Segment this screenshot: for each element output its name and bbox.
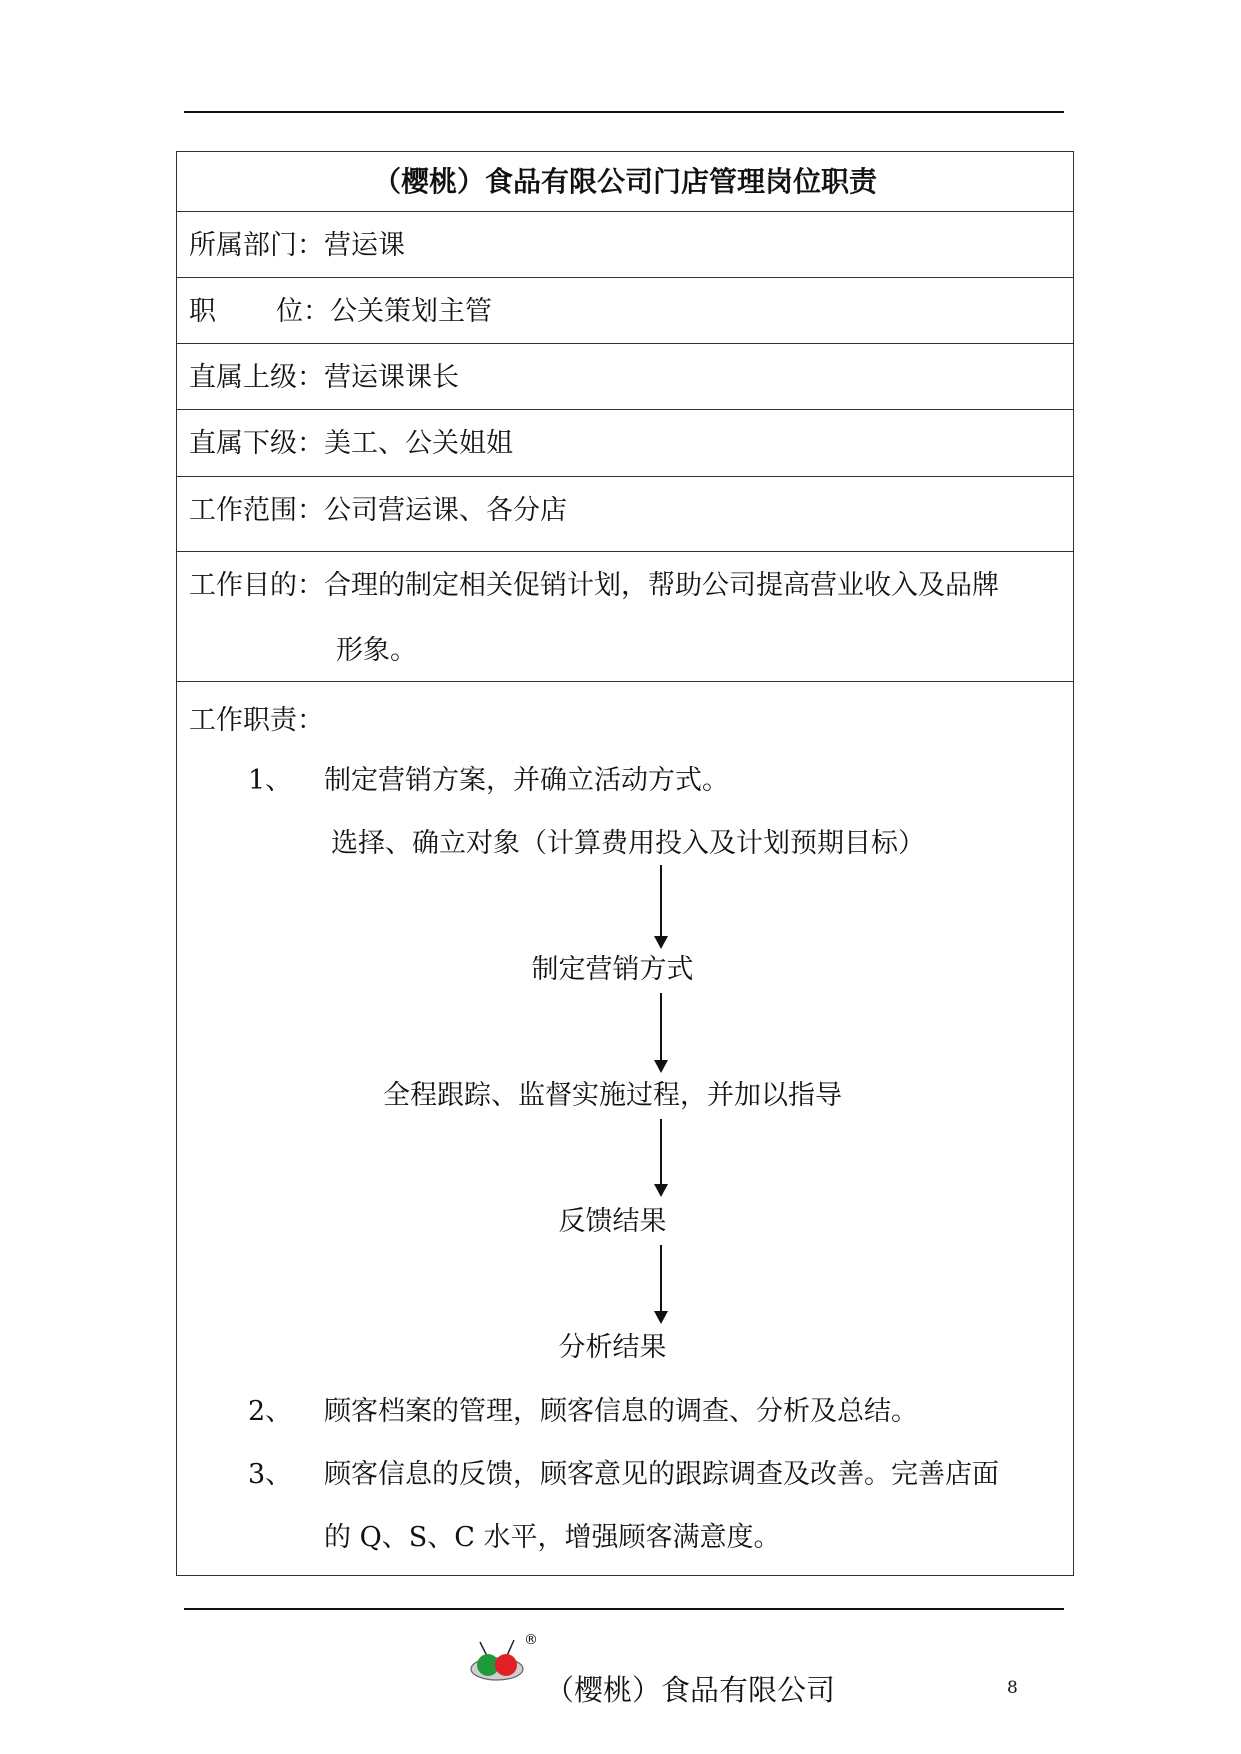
job-description-table (176, 151, 1074, 1576)
duty-text-3: 顾客信息的反馈，顾客意见的跟踪调查及改善。完善店面 (324, 1459, 999, 1490)
flow-step-4: 反馈结果 (558, 1206, 667, 1237)
registered-mark: ® (524, 1632, 538, 1648)
position-row (177, 278, 1073, 344)
document-title: （樱桃）食品有限公司门店管理岗位职责 (372, 165, 877, 198)
duty-text-3-continuation: 的 Q、S、C 水平，增强顾客满意度。 (324, 1522, 781, 1553)
flow-arrow-4 (660, 1245, 662, 1312)
header-rule (184, 111, 1064, 113)
duties-heading: 工作职责： (189, 705, 324, 736)
position-label: 职 (189, 296, 216, 327)
flow-arrow-1 (660, 865, 662, 937)
flow-arrow-3 (660, 1119, 662, 1185)
flow-arrow-2 (660, 993, 662, 1061)
superior-row (177, 344, 1073, 410)
purpose-row (177, 552, 1073, 682)
scope-row (177, 477, 1073, 552)
subordinate-row (177, 410, 1073, 477)
flow-step-5: 分析结果 (558, 1332, 667, 1363)
duty-number-1: 1、 (248, 765, 293, 796)
position-field: 位：公关策划主管 (276, 296, 492, 327)
footer-rule (184, 1608, 1064, 1610)
subordinate-field: 直属下级：美工、公关姐姐 (189, 428, 513, 459)
duty-text-2: 顾客档案的管理，顾客信息的调查、分析及总结。 (324, 1396, 918, 1427)
purpose-field-line2: 形象。 (336, 635, 417, 666)
title-row (177, 152, 1073, 212)
flow-step-2: 制定营销方式 (531, 954, 694, 985)
scope-field: 工作范围：公司营运课、各分店 (189, 495, 567, 526)
department-row (177, 212, 1073, 278)
duty-number-2: 2、 (248, 1396, 293, 1427)
page-number: 8 (1007, 1678, 1018, 1698)
footer-company-name: （樱桃）食品有限公司 (545, 1673, 836, 1707)
department-field: 所属部门：营运课 (189, 230, 405, 261)
superior-field: 直属上级：营运课课长 (189, 362, 459, 393)
duties-row (177, 682, 1073, 1575)
flow-step-3: 全程跟踪、监督实施过程，并加以指导 (383, 1080, 842, 1111)
flow-step-1: 选择、确立对象（计算费用投入及计划预期目标） (331, 828, 925, 859)
duty-number-3: 3、 (248, 1459, 293, 1490)
purpose-field-line1: 工作目的：合理的制定相关促销计划，帮助公司提高营业收入及品牌 (189, 570, 999, 601)
logo-cherry-red (495, 1654, 517, 1676)
duty-text-1: 制定营销方案，并确立活动方式。 (324, 765, 729, 796)
cherry-logo (468, 1628, 538, 1688)
